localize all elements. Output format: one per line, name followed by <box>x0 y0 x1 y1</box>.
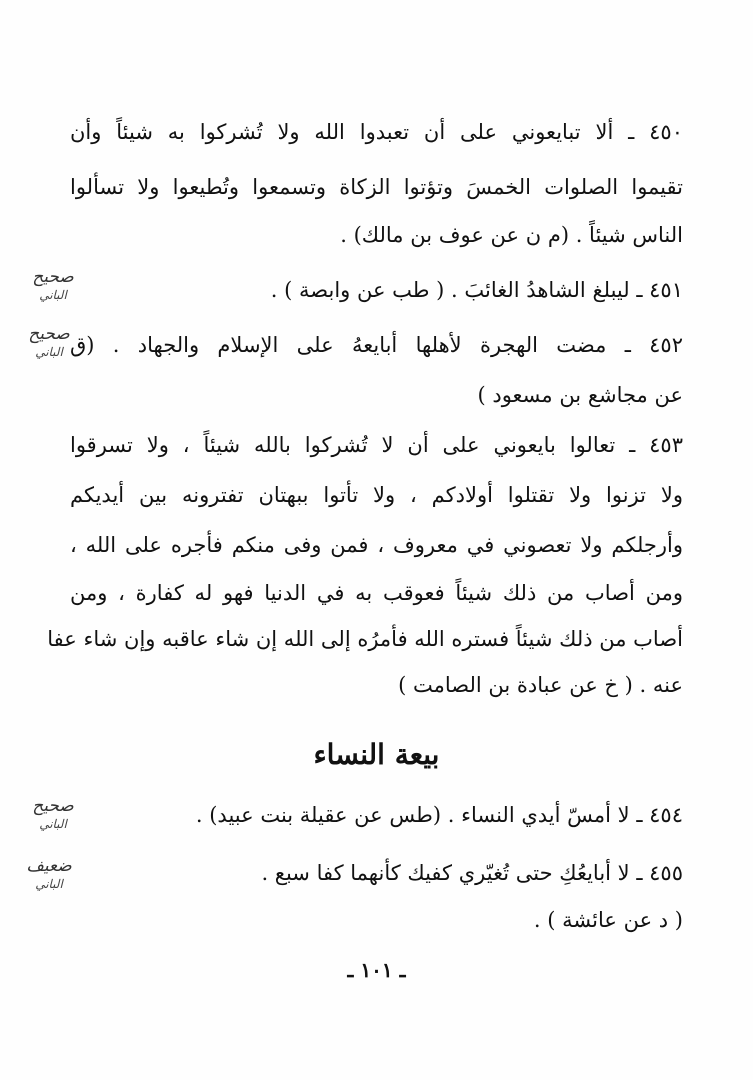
margin-note-source: الباني <box>35 345 63 359</box>
margin-note-grade: صحيح <box>28 324 70 344</box>
hadith-453-line-3: وأرجلكم ولا تعصوني في معروف ، فمن وفى منكم فأجره على الله ، <box>70 533 683 557</box>
margin-note-452 <box>14 325 84 361</box>
margin-note-source: الباني <box>39 817 67 831</box>
margin-note-grade: صحيح <box>32 267 74 287</box>
hadith-454-line-1: ٤٥٤ ـ لا أمسّ أيدي النساء . (طس عن عقيلة بنت عبيد) . <box>195 803 683 827</box>
hadith-450-line-3: الناس شيئاً . (م ن عن عوف بن مالك) . <box>340 223 683 247</box>
margin-note-grade: ضعيف <box>26 856 72 876</box>
hadith-450-line-1: ٤٥٠ ـ ألا تبايعوني على أن تعبدوا الله ولا تُشركوا به شيئاً وأن <box>70 120 683 144</box>
margin-note-455 <box>14 857 84 893</box>
hadith-450-line-2: تقيموا الصلوات الخمسَ وتؤتوا الزكاة وتسمعوا وتُطيعوا ولا تسألوا <box>70 175 683 199</box>
margin-note-451 <box>18 268 88 304</box>
page-number: ـ ١٠١ ـ <box>347 958 406 982</box>
hadith-453-line-4: ومن أصاب من ذلك شيئاً فعوقب به في الدنيا فهو له كفارة ، ومن <box>70 581 683 605</box>
hadith-452-line-1: ٤٥٢ ـ مضت الهجرة لأهلها أبايعهُ على الإسلام والجهاد . (ق <box>70 333 683 357</box>
hadith-451-line-1: ٤٥١ ـ ليبلغ الشاهدُ الغائبَ . ( طب عن وابصة ) . <box>270 278 683 302</box>
hadith-452-line-2: عن مجاشع بن مسعود ) <box>477 383 683 407</box>
section-title: بيعة النساء <box>313 738 440 771</box>
hadith-453-line-2: ولا تزنوا ولا تقتلوا أولادكم ، ولا تأتوا ببهتان تفترونه بين أيديكم <box>70 483 683 507</box>
margin-note-source: الباني <box>39 288 67 302</box>
hadith-455-line-1: ٤٥٥ ـ لا أبايعُكِ حتى تُغيّري كفيك كأنهما كفا سبع . <box>261 861 683 885</box>
hadith-455-line-2: ( د عن عائشة ) . <box>533 908 683 932</box>
hadith-453-line-6: عنه . ( خ عن عبادة بن الصامت ) <box>398 673 683 697</box>
hadith-453-line-5: أصاب من ذلك شيئاً فستره الله فأمرُه إلى الله إن شاء عاقبه وإن شاء عفا <box>47 627 683 651</box>
margin-note-454 <box>18 797 88 833</box>
margin-note-source: الباني <box>35 877 63 891</box>
hadith-453-line-1: ٤٥٣ ـ تعالوا بايعوني على أن لا تُشركوا بالله شيئاً ، ولا تسرقوا <box>70 433 683 457</box>
margin-note-grade: صحيح <box>32 796 74 816</box>
